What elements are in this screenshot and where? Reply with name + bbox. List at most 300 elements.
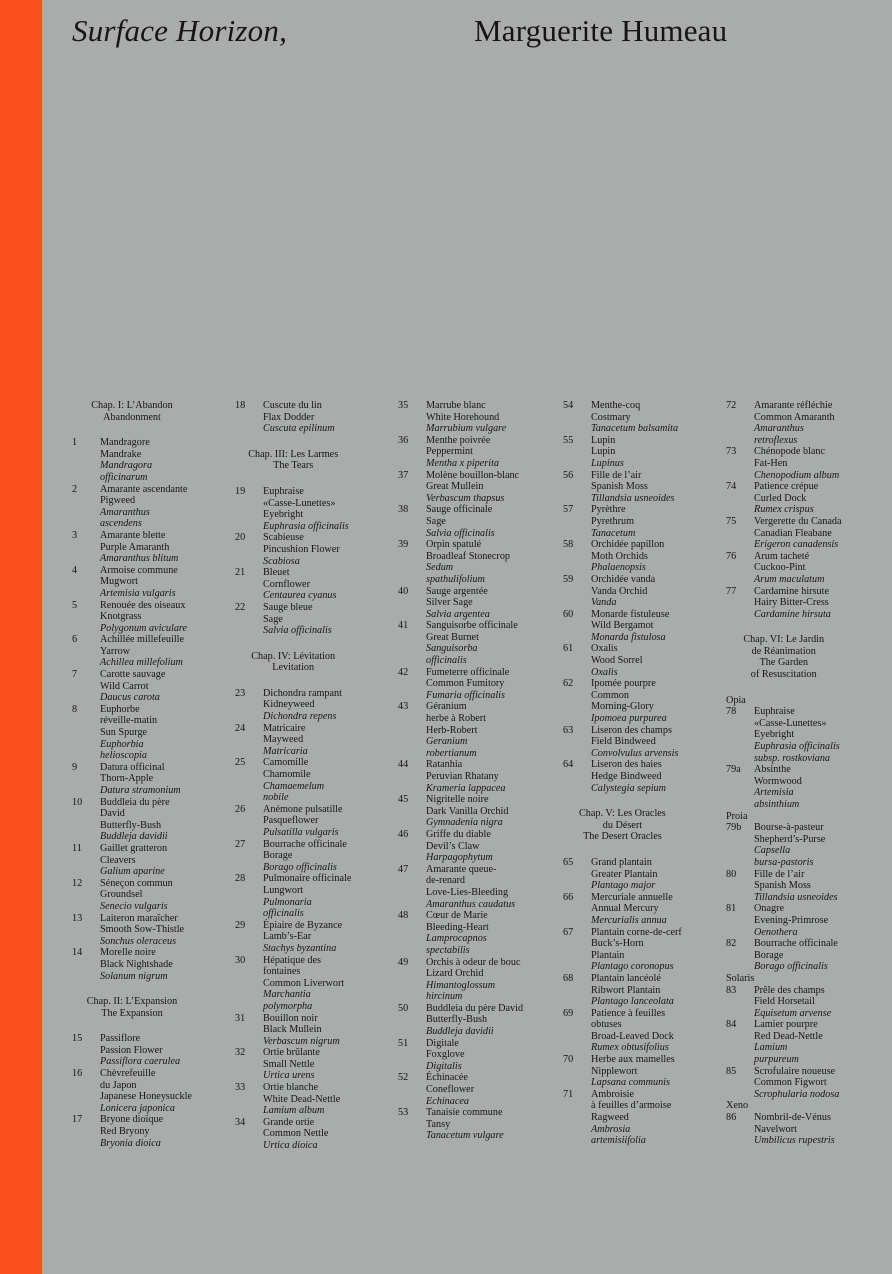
latin-name: Matricaria bbox=[263, 745, 308, 757]
latin-name: Euphrasia officinalis bbox=[263, 520, 349, 532]
plant-entry bbox=[235, 757, 351, 803]
common-name: Renouée des oiseaux bbox=[100, 599, 186, 611]
common-name: Eyebright bbox=[754, 729, 795, 741]
group-label: Proia bbox=[726, 810, 748, 822]
entry-number: 32 bbox=[235, 1047, 246, 1059]
common-name: Smooth Sow-Thistle bbox=[100, 924, 185, 936]
common-name: Eyebright bbox=[263, 509, 304, 521]
plant-entry bbox=[563, 400, 682, 435]
latin-name: Daucus carota bbox=[100, 692, 160, 704]
entry-number: 25 bbox=[235, 757, 246, 769]
latin-name: Scrophularia nodosa bbox=[754, 1088, 840, 1100]
plant-entry bbox=[398, 829, 523, 864]
latin-name: bursa-pastoris bbox=[754, 856, 814, 868]
common-name: Red Bryony bbox=[100, 1126, 150, 1138]
common-name: Oxalis bbox=[591, 643, 618, 655]
common-name: Morelle noire bbox=[100, 947, 156, 959]
chapter-heading-line: Levitation bbox=[272, 662, 315, 674]
common-name: Menthe poivrée bbox=[426, 434, 491, 446]
common-name: obtuses bbox=[591, 1019, 622, 1031]
latin-name: Borago officinalis bbox=[754, 961, 828, 973]
entry-number: 29 bbox=[235, 919, 246, 931]
plant-entry bbox=[235, 1082, 351, 1117]
latin-name: Mercurialis annua bbox=[591, 914, 667, 926]
plant-entry bbox=[72, 437, 192, 483]
common-name: Common Figwort bbox=[754, 1077, 827, 1089]
common-name: Knotgrass bbox=[100, 611, 142, 623]
common-name: Yarrow bbox=[100, 645, 131, 657]
entry-number: 55 bbox=[563, 434, 574, 446]
entry-number: 50 bbox=[398, 1002, 409, 1014]
latin-name: Equisetum arvense bbox=[754, 1007, 832, 1019]
latin-name: Passiflora caerulea bbox=[100, 1056, 181, 1068]
latin-name: Centaurea cyanus bbox=[263, 590, 337, 602]
latin-name: Salvia officinalis bbox=[426, 527, 495, 539]
latin-name: officinalis bbox=[426, 655, 467, 667]
latin-name: Verbascum nigrum bbox=[263, 1035, 340, 1047]
common-name: Flax Dodder bbox=[263, 411, 315, 423]
common-name: Mayweed bbox=[263, 734, 304, 746]
entry-number: 86 bbox=[726, 1112, 737, 1124]
common-name: Wood Sorrel bbox=[591, 655, 643, 667]
latin-name: robertianum bbox=[426, 747, 477, 759]
chapter-heading bbox=[563, 808, 682, 843]
latin-name: Tillandsia usneoides bbox=[591, 492, 675, 504]
common-name: Échinacée bbox=[426, 1072, 468, 1084]
plant-entry bbox=[563, 609, 682, 644]
latin-name: Capsella bbox=[754, 845, 791, 857]
entry-number: 21 bbox=[235, 567, 246, 579]
common-name: Cœur de Marie bbox=[426, 910, 488, 922]
entry-number: 9 bbox=[72, 761, 78, 773]
common-name: Ratanhia bbox=[426, 759, 463, 771]
plant-entry bbox=[235, 873, 351, 919]
latin-name: Solanum nigrum bbox=[100, 970, 168, 982]
common-name: Euphraise bbox=[263, 485, 304, 497]
latin-name: Lonicera japonica bbox=[100, 1102, 175, 1114]
common-name: Nipplewort bbox=[591, 1065, 638, 1077]
common-name: David bbox=[100, 808, 125, 820]
latin-name: Sanguisorba bbox=[426, 643, 478, 655]
common-name: Gaillet gratteron bbox=[100, 842, 168, 854]
latin-name: Vanda bbox=[591, 597, 617, 609]
entry-number: 71 bbox=[563, 1088, 574, 1100]
common-name: Orchidée vanda bbox=[591, 573, 656, 585]
plant-entry bbox=[398, 1072, 523, 1107]
entry-number: 76 bbox=[726, 550, 737, 562]
latin-name: Digitalis bbox=[426, 1060, 462, 1072]
latin-name: Geranium bbox=[426, 736, 468, 748]
entry-number: 59 bbox=[563, 573, 574, 585]
entry-number: 68 bbox=[563, 972, 574, 984]
common-name: Fille de l’air bbox=[591, 469, 642, 481]
common-name: Tansy bbox=[426, 1118, 451, 1130]
common-name: Sanguisorbe officinale bbox=[426, 620, 518, 632]
plant-entry bbox=[235, 1117, 351, 1152]
common-name: Bouillon noir bbox=[263, 1012, 318, 1024]
plant-entry bbox=[72, 947, 192, 982]
common-name: Scabieuse bbox=[263, 532, 304, 544]
plant-entry bbox=[726, 1112, 842, 1147]
common-name: Common Fumitory bbox=[426, 678, 505, 690]
common-name: Bryone dioïque bbox=[100, 1114, 164, 1126]
plant-entry bbox=[398, 400, 523, 435]
plant-entry bbox=[398, 759, 523, 794]
entry-number: 58 bbox=[563, 539, 574, 551]
entry-number: 33 bbox=[235, 1082, 246, 1094]
common-name: Wild Bergamot bbox=[591, 620, 654, 632]
common-name: Sauge officinale bbox=[426, 504, 493, 516]
common-name: Liseron des haies bbox=[591, 759, 662, 771]
latin-name: Plantago lanceolata bbox=[591, 996, 674, 1008]
common-name: Butterfly-Bush bbox=[426, 1014, 488, 1026]
plant-entry bbox=[563, 470, 682, 505]
latin-name: nobile bbox=[263, 792, 289, 804]
common-name: Wormwood bbox=[754, 775, 802, 787]
plant-entry bbox=[726, 1019, 842, 1065]
common-name: Mandrake bbox=[100, 448, 142, 460]
common-name: Purple Amaranth bbox=[100, 541, 170, 553]
common-name: Broadleaf Stonecrop bbox=[426, 550, 511, 562]
common-name: Coneflower bbox=[426, 1084, 475, 1096]
plant-entry bbox=[72, 669, 192, 704]
latin-name: officinarum bbox=[100, 471, 148, 483]
common-name: Chénopode blanc bbox=[754, 446, 826, 458]
plant-entry bbox=[398, 864, 523, 910]
plant-entry bbox=[235, 723, 351, 758]
latin-name: Plantago coronopus bbox=[591, 961, 674, 973]
plant-entry bbox=[235, 567, 351, 602]
common-name: Absinthe bbox=[754, 764, 791, 776]
chapter-heading-line: The Desert Oracles bbox=[583, 831, 662, 843]
common-name: Cuckoo-Pint bbox=[754, 562, 806, 574]
entry-number: 12 bbox=[72, 877, 83, 889]
entry-number: 27 bbox=[235, 838, 246, 850]
entry-number: 36 bbox=[398, 434, 409, 446]
latin-name: Calystegia sepium bbox=[591, 782, 666, 794]
common-name: Shepherd’s-Purse bbox=[754, 833, 826, 845]
latin-name: Tillandsia usneoides bbox=[754, 891, 838, 903]
common-name: Ragweed bbox=[591, 1112, 629, 1124]
entry-number: 4 bbox=[72, 564, 78, 576]
entry-number: 72 bbox=[726, 400, 737, 411]
plant-entry bbox=[235, 486, 351, 532]
common-name: Wild Carrot bbox=[100, 680, 149, 692]
entry-number: 35 bbox=[398, 400, 409, 411]
latin-name: Marchantia bbox=[263, 989, 311, 1001]
common-name: Canadian Fleabane bbox=[754, 527, 832, 539]
plant-entry bbox=[563, 504, 682, 539]
common-name: «Casse-Lunettes» bbox=[754, 717, 827, 729]
common-name: Carotte sauvage bbox=[100, 669, 166, 681]
common-name: Pyrethrum bbox=[591, 515, 635, 527]
entry-number: 82 bbox=[726, 938, 737, 950]
plant-entry bbox=[72, 878, 192, 913]
common-name: Fat-Hen bbox=[754, 457, 788, 469]
latin-name: Amaranthus bbox=[100, 506, 150, 518]
book-title: Surface Horizon, bbox=[72, 13, 288, 48]
plant-entry bbox=[235, 688, 351, 723]
latin-name: Tanacetum balsamita bbox=[591, 423, 679, 435]
plant-entry bbox=[398, 910, 523, 956]
common-name: Annual Mercury bbox=[591, 903, 659, 915]
common-name: Bourrache officinale bbox=[263, 838, 347, 850]
common-name: Spanish Moss bbox=[591, 481, 648, 493]
plant-entry bbox=[726, 869, 842, 904]
plant-entry bbox=[72, 1033, 192, 1068]
common-name: Bourse-à-pasteur bbox=[754, 822, 824, 834]
latin-name: Lupinus bbox=[591, 457, 624, 469]
plant-entry bbox=[563, 927, 682, 973]
entry-number: 85 bbox=[726, 1065, 737, 1077]
latin-name: Datura stramonium bbox=[100, 785, 181, 796]
group-label: Xeno bbox=[726, 1100, 749, 1112]
latin-name: Buddleja davidii bbox=[100, 831, 168, 843]
common-name: Amarante queue- bbox=[426, 863, 497, 875]
common-name: Borage bbox=[754, 949, 784, 961]
entry-number: 11 bbox=[72, 842, 82, 854]
latin-name: Lamprocapnos bbox=[426, 933, 487, 945]
index-column-1 bbox=[72, 400, 192, 1149]
plant-entry bbox=[563, 1008, 682, 1054]
common-name: Silver Sage bbox=[426, 597, 473, 609]
common-name: Lupin bbox=[591, 434, 616, 446]
entry-number: 65 bbox=[563, 856, 574, 868]
latin-name: Salvia argentea bbox=[426, 608, 490, 620]
common-name: Nombril-de-Vénus bbox=[754, 1112, 831, 1124]
common-name: Lamb’s-Ear bbox=[263, 931, 312, 943]
common-name: Tanaisie commune bbox=[426, 1107, 503, 1119]
latin-name: Echinacea bbox=[426, 1095, 469, 1107]
common-name: Evening-Primrose bbox=[754, 914, 829, 926]
common-name: Chèvrefeuille bbox=[100, 1068, 156, 1080]
chapter-heading-line: The Tears bbox=[273, 460, 314, 472]
entry-number: 54 bbox=[563, 400, 574, 411]
entry-number: 77 bbox=[726, 585, 737, 597]
plant-entry bbox=[398, 957, 523, 1003]
latin-name: Euphorbia bbox=[100, 738, 144, 750]
common-name: Vergerette du Canada bbox=[754, 515, 842, 527]
common-name: Broad-Leaved Dock bbox=[591, 1030, 674, 1042]
common-name: Great Mullein bbox=[426, 481, 484, 493]
common-name: Scrofulaire noueuse bbox=[754, 1065, 836, 1077]
latin-name: Borago officinalis bbox=[263, 861, 337, 873]
common-name: Lungwort bbox=[263, 884, 304, 896]
common-name: Hedge Bindweed bbox=[591, 771, 662, 782]
common-name: Peppermint bbox=[426, 446, 473, 458]
common-name: Mugwort bbox=[100, 576, 138, 588]
common-name: Lupin bbox=[591, 446, 616, 458]
plant-entry bbox=[398, 539, 523, 585]
plant-entry bbox=[563, 892, 682, 927]
plant-entry bbox=[563, 857, 682, 892]
common-name: Matricaire bbox=[263, 722, 306, 734]
entry-number: 31 bbox=[235, 1012, 246, 1024]
common-name: Ortie blanche bbox=[263, 1082, 319, 1094]
common-name: Great Burnet bbox=[426, 631, 479, 643]
entry-number: 56 bbox=[563, 469, 574, 481]
latin-name: Gymnadenia nigra bbox=[426, 817, 503, 829]
latin-name: Umbilicus rupestris bbox=[754, 1135, 835, 1147]
common-name: Euphorbe bbox=[100, 703, 140, 715]
common-name: Cornflower bbox=[263, 578, 310, 590]
common-name: White Dead-Nettle bbox=[263, 1093, 341, 1105]
entry-number: 46 bbox=[398, 828, 409, 840]
latin-name: Lamium album bbox=[263, 1105, 325, 1117]
plant-entry bbox=[235, 920, 351, 955]
common-name: Thorn-Apple bbox=[100, 773, 154, 785]
common-name: Épiaire de Byzance bbox=[263, 919, 343, 931]
common-name: Grande ortie bbox=[263, 1116, 315, 1128]
common-name: Menthe-coq bbox=[591, 400, 641, 411]
common-name: Field Horsetail bbox=[754, 996, 815, 1008]
plant-entry bbox=[563, 759, 682, 794]
entry-number: 23 bbox=[235, 687, 246, 699]
common-name: Peruvian Rhatany bbox=[426, 771, 499, 782]
index-column-2 bbox=[235, 400, 351, 1152]
common-name: Cuscute du lin bbox=[263, 400, 322, 411]
common-name: Orchis à odeur de bouc bbox=[426, 956, 521, 968]
entry-number: 70 bbox=[563, 1054, 574, 1066]
plant-entry bbox=[726, 706, 842, 764]
common-name: Monarde fistuleuse bbox=[591, 608, 670, 620]
latin-name: Mentha x piperita bbox=[426, 457, 499, 469]
latin-name: Buddleja davidii bbox=[426, 1026, 494, 1038]
plant-entry bbox=[235, 955, 351, 1013]
plant-entry bbox=[398, 435, 523, 470]
index-column-3 bbox=[398, 400, 523, 1142]
common-name: Euphraise bbox=[754, 706, 795, 718]
common-name: Navelwort bbox=[754, 1123, 797, 1135]
entry-number: 73 bbox=[726, 446, 737, 458]
latin-name: Marrubium vulgare bbox=[426, 423, 507, 435]
entry-number: 62 bbox=[563, 678, 574, 690]
common-name: Arum tacheté bbox=[754, 550, 810, 562]
latin-name: Amaranthus blitum bbox=[100, 553, 179, 565]
common-name: Common Nettle bbox=[263, 1128, 329, 1140]
latin-name: Rumex obtusifolius bbox=[591, 1042, 669, 1054]
entry-number: 52 bbox=[398, 1072, 409, 1084]
common-name: Pasqueflower bbox=[263, 815, 319, 827]
common-name: Morning-Glory bbox=[591, 701, 654, 713]
plant-entry bbox=[398, 620, 523, 666]
plant-entry bbox=[726, 586, 842, 621]
latin-name: Himantoglossum bbox=[426, 979, 496, 991]
plant-entry bbox=[72, 762, 192, 797]
common-name: Plantain bbox=[591, 949, 625, 961]
common-name: Sage bbox=[263, 613, 283, 625]
common-name: Cleavers bbox=[100, 854, 136, 866]
common-name: Borage bbox=[263, 850, 293, 862]
latin-name: Chenopodium album bbox=[754, 469, 840, 481]
plant-entry bbox=[563, 435, 682, 470]
common-name: Lamier pourpre bbox=[754, 1019, 818, 1031]
latin-name: Sedum bbox=[426, 562, 454, 574]
plant-entry bbox=[235, 602, 351, 637]
plant-entry bbox=[72, 797, 192, 843]
common-name: Buck’s-Horn bbox=[591, 938, 644, 950]
entry-number: 61 bbox=[563, 643, 574, 655]
latin-name: Scabiosa bbox=[263, 555, 300, 567]
latin-name: Oxalis bbox=[591, 666, 618, 678]
latin-name: Tanacetum vulgare bbox=[426, 1130, 504, 1142]
entry-number: 81 bbox=[726, 903, 737, 915]
common-name: Ribwort Plantain bbox=[591, 984, 661, 996]
common-name: Ipomée pourpre bbox=[591, 678, 656, 690]
common-name: Fumeterre officinale bbox=[426, 666, 510, 678]
latin-name: Plantago major bbox=[591, 880, 656, 892]
common-name: «Casse-Lunettes» bbox=[263, 497, 336, 509]
plant-entry bbox=[563, 539, 682, 574]
common-name: Datura officinal bbox=[100, 761, 165, 773]
latin-name: Tanacetum bbox=[591, 527, 636, 539]
plant-entry bbox=[398, 586, 523, 621]
plant-entry bbox=[72, 913, 192, 948]
common-name: Sauge bleue bbox=[263, 601, 313, 613]
chapter-heading bbox=[235, 449, 351, 472]
latin-name: Senecio vulgaris bbox=[100, 900, 168, 912]
entry-number: 69 bbox=[563, 1007, 574, 1019]
plant-entry bbox=[398, 667, 523, 702]
latin-name: absinthium bbox=[754, 799, 800, 810]
plant-entry bbox=[398, 1003, 523, 1038]
common-name: Cardamine hirsute bbox=[754, 585, 829, 597]
common-name: Butterfly-Bush bbox=[100, 819, 162, 831]
plant-entry bbox=[235, 532, 351, 567]
plant-entry bbox=[398, 794, 523, 829]
entry-number: 24 bbox=[235, 722, 246, 734]
common-name: Ortie brûlante bbox=[263, 1047, 320, 1059]
latin-name: spathulifolium bbox=[426, 573, 485, 585]
entry-number: 2 bbox=[72, 483, 78, 495]
latin-name: Bryonia dioica bbox=[100, 1137, 161, 1149]
plant-entry bbox=[726, 764, 842, 810]
latin-name: Harpagophytum bbox=[426, 852, 493, 864]
entry-number: 47 bbox=[398, 863, 409, 875]
common-name: Bourrache officinale bbox=[754, 938, 838, 950]
index-column-4 bbox=[563, 400, 682, 1147]
latin-name: Rumex crispus bbox=[754, 504, 814, 516]
latin-name: Krameria lappacea bbox=[426, 782, 506, 794]
common-name: Amarante ascendante bbox=[100, 483, 188, 495]
chapter-heading-line: Chap. IV: Lévitation bbox=[251, 650, 336, 662]
common-name: Séneçon commun bbox=[100, 877, 173, 889]
common-name: Plantain corne-de-cerf bbox=[591, 926, 682, 938]
chapter-heading bbox=[72, 400, 192, 423]
latin-name: Ipomoea purpurea bbox=[591, 713, 667, 725]
common-name: herbe à Robert bbox=[426, 713, 486, 725]
plant-entry bbox=[72, 1114, 192, 1149]
entry-number: 1 bbox=[72, 437, 78, 449]
plant-entry bbox=[398, 504, 523, 539]
common-name: Greater Plantain bbox=[591, 868, 658, 880]
common-name: Buddleia du père David bbox=[426, 1002, 524, 1014]
latin-name: Ambrosia bbox=[591, 1123, 631, 1135]
common-name: Sauge argentée bbox=[426, 585, 488, 597]
latin-name: hircinum bbox=[426, 991, 463, 1003]
common-name: Onagre bbox=[754, 903, 784, 915]
common-name: Prêle des champs bbox=[754, 984, 825, 996]
entry-number: 38 bbox=[398, 504, 409, 516]
plant-entry bbox=[235, 839, 351, 874]
plant-entry bbox=[235, 400, 351, 435]
plant-entry bbox=[726, 903, 842, 938]
chapter-heading-line: du Désert bbox=[602, 819, 643, 831]
plant-entry bbox=[726, 446, 842, 481]
chapter-heading-line: Abandonment bbox=[103, 411, 161, 423]
plant-entry bbox=[235, 804, 351, 839]
entry-number: 67 bbox=[563, 926, 574, 938]
